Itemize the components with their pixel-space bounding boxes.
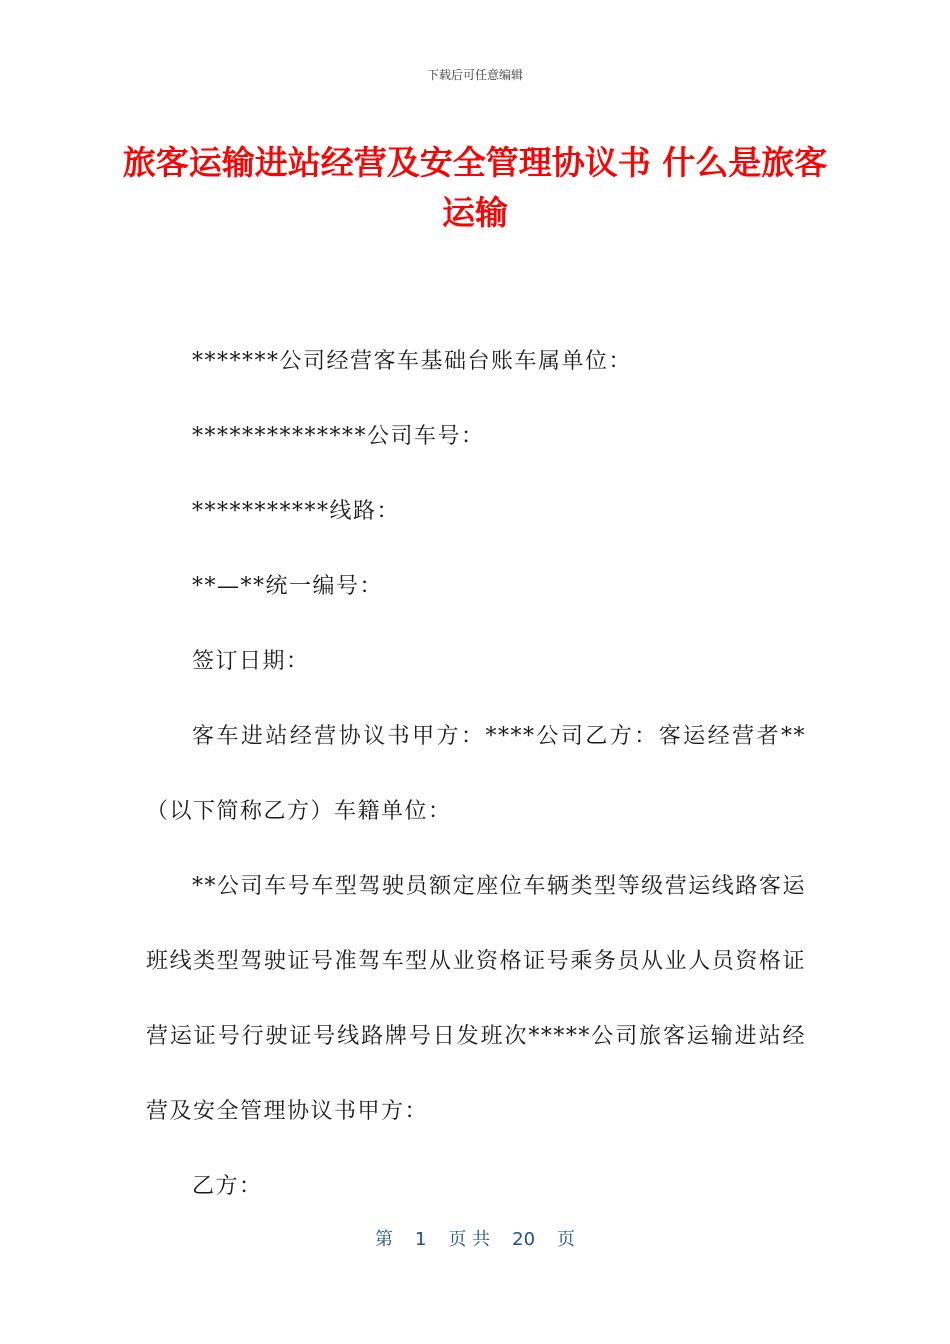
total-pages-number: 20 [512,1229,536,1250]
header-note: 下载后可任意编辑 [426,68,523,82]
current-page-number: 1 [414,1229,427,1250]
paragraph: ***********线路： [192,499,401,524]
document-body [146,324,806,1224]
paragraph: 签订日期： [192,649,310,674]
paragraph: **—**统一编号： [192,574,384,599]
paragraph: **公司车号车型驾驶员额定座位车辆类型等级营运线路客运班线类型驾驶证号准驾车型从业资格证号乘务员从业人员资格证营运证号行驶证号线路牌号日发班次*****公司旅客运输进站经营及安全管理协议书甲方： [146,874,806,1124]
page-mid: 页 共 [448,1229,491,1250]
paragraph: 乙方： [192,1174,263,1199]
paragraph: *******公司经营客车基础台账车属单位： [192,349,633,374]
paragraph: 客车进站经营协议书甲方：****公司乙方：客运经营者**（以下简称乙方）车籍单位： [146,724,806,824]
document-title: 旅客运输进站经营及安全管理协议书 什么是旅客运输 [122,143,828,232]
paragraph: **************公司车号： [192,424,485,449]
page-suffix: 页 [557,1229,576,1250]
page-footer [0,1225,950,1251]
page-prefix: 第 [374,1229,393,1250]
